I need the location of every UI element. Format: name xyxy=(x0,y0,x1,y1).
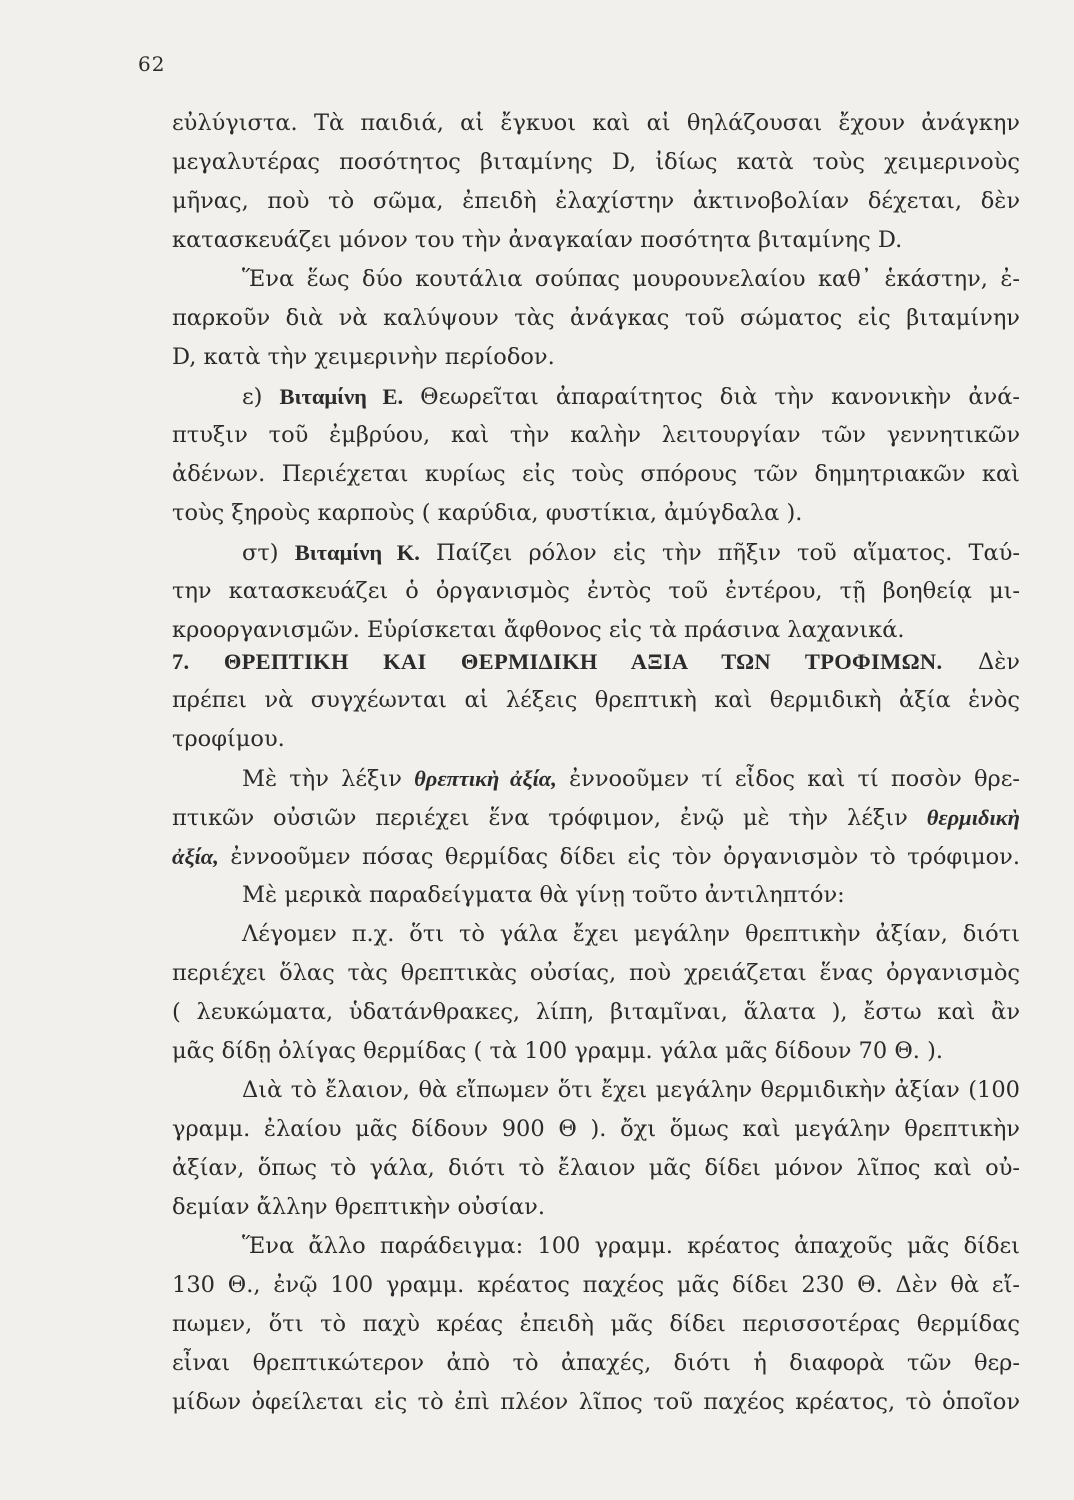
text-line xyxy=(172,1305,1020,1344)
line-text: Μὲ τὴν λέξιν xyxy=(242,766,415,792)
line-text: 130 Θ., ἐνῷ 100 γραμμ. κρέατος παχέος μᾶς δίδει 230 Θ. Δὲν θὰ εἴ- xyxy=(172,1272,1020,1298)
line-text: μίδων ὀφείλεται εἰς τὸ ἐπὶ πλέον λῖπος τοῦ παχέος κρέατος, τὸ ὁποῖον xyxy=(172,1389,1020,1415)
line-text: Ἕνα ἄλλο παράδειγμα: 100 γραμμ. κρέατος ἀπαχοῦς μᾶς δίδει xyxy=(242,1233,1020,1259)
text-line xyxy=(172,533,1020,572)
line-text: την κατασκευάζει ὁ ὀργανισμὸς ἐντὸς τοῦ ἐντέρου, τῇ βοηθείᾳ μι- xyxy=(172,578,1020,604)
text-line xyxy=(172,720,1020,759)
line-text-rest: Δὲν xyxy=(942,649,1020,675)
text-line xyxy=(172,954,1020,993)
text-block-nutritional-value xyxy=(172,642,1020,1422)
text-line xyxy=(172,494,1020,533)
line-text: παρκοῦν διὰ νὰ καλύψουν τὰς ἀνάγκας τοῦ σώματος εἰς βιταμίνην xyxy=(172,305,1020,331)
line-text: γραμμ. ἐλαίου μᾶς δίδουν 900 Θ ). ὄχι ὅμως καὶ μεγάλην θρεπτικὴν xyxy=(172,1116,1020,1142)
text-line xyxy=(172,143,1020,182)
text-line xyxy=(172,1188,1020,1227)
line-text: περιέχει ὅλας τὰς θρεπτικὰς οὐσίας, ποὺ χρειάζεται ἕνας ὀργανισμὸς xyxy=(172,960,1020,986)
text-line xyxy=(172,915,1020,954)
line-text: μεγαλυτέρας ποσότητος βιταμίνης D, ἰδίως κατὰ τοὺς χειμερινοὺς xyxy=(172,149,1020,175)
line-text: εὐλύγιστα. Τὰ παιδιά, αἱ ἔγκυοι καὶ αἱ θηλάζουσαι ἔχουν ἀνάγκην xyxy=(172,110,1020,136)
line-text: μᾶς δίδῃ ὀλίγας θερμίδας ( τὰ 100 γραμμ. γάλα μᾶς δίδουν 70 Θ. ). xyxy=(172,1038,943,1064)
line-text-rest: ἐννοοῦμεν τί εἶδος καὶ τί ποσὸν θρε- xyxy=(556,766,1020,792)
line-text-rest: Παίζει ρόλον εἰς τὴν πῆξιν τοῦ αἵματος. Ταύ- xyxy=(419,540,1020,566)
line-text: εἶναι θρεπτικώτερον ἀπὸ τὸ ἀπαχές, διότι ἡ διαφορὰ τῶν θερ- xyxy=(172,1350,1020,1376)
line-text: κατασκευάζει μόνον του τὴν ἀναγκαίαν ποσότητα βιταμίνης D. xyxy=(172,227,903,253)
text-line xyxy=(172,759,1020,798)
text-line xyxy=(172,1383,1020,1422)
line-text: Ἕνα ἕως δύο κουτάλια σούπας μουρουνελαίου καθ᾿ ἑκάστην, ἐ- xyxy=(242,266,1020,292)
text-line xyxy=(172,642,1020,681)
text-line xyxy=(172,1149,1020,1188)
text-line xyxy=(172,837,1020,876)
text-line xyxy=(172,1227,1020,1266)
text-line xyxy=(172,1344,1020,1383)
line-text: ἀδένων. Περιέχεται κυρίως εἰς τοὺς σπόρους τῶν δημητριακῶν καὶ xyxy=(172,461,1020,487)
emphasized-term: ἀξία, xyxy=(172,844,219,869)
line-text: τοὺς ξηροὺς καρποὺς ( καρύδια, φυστίκια, ἀμύγδαλα ). xyxy=(172,500,803,526)
text-line xyxy=(172,798,1020,837)
text-line xyxy=(172,876,1020,915)
line-text: πρέπει νὰ συγχέωνται αἱ λέξεις θρεπτικὴ καὶ θερμιδικὴ ἀξία ἑνὸς xyxy=(172,687,1020,713)
emphasized-term: θρεπτικὴ ἀξία, xyxy=(414,766,557,791)
text-line xyxy=(172,299,1020,338)
text-line xyxy=(172,260,1020,299)
line-text: κροοργανισμῶν. Εὑρίσκεται ἄφθονος εἰς τὰ πράσινα λαχανικά. xyxy=(172,617,905,643)
line-text: πτικῶν οὐσιῶν περιέχει ἕνα τρόφιμον, ἐνῷ μὲ τὴν λέξιν xyxy=(172,805,927,831)
line-text: Λέγομεν π.χ. ὅτι τὸ γάλα ἔχει μεγάλην θρεπτικὴν ἀξίαν, διότι xyxy=(242,921,1020,947)
line-text: μῆνας, ποὺ τὸ σῶμα, ἐπειδὴ ἐλαχίστην ἀκτινοβολίαν δέχεται, δὲν xyxy=(172,188,1020,214)
vitamin-label: Βιταμίνη Ε. xyxy=(279,384,404,409)
line-text: πωμεν, ὅτι τὸ παχὺ κρέας ἐπειδὴ μᾶς δίδει περισσοτέρας θερμίδας xyxy=(172,1311,1020,1337)
text-line xyxy=(172,182,1020,221)
text-line xyxy=(172,1071,1020,1110)
text-line xyxy=(172,1266,1020,1305)
text-line xyxy=(172,104,1020,143)
page-number: 62 xyxy=(138,52,166,76)
line-text: ἀξίαν, ὅπως τὸ γάλα, διότι τὸ ἔλαιον μᾶς δίδει μόνον λῖπος καὶ οὐ- xyxy=(172,1155,1020,1181)
section-heading: 7. ΘΡΕΠΤΙΚΗ ΚΑΙ ΘΕΡΜΙΔΙΚΗ ΑΞΙΑ ΤΩΝ ΤΡΟΦΙΜΩΝ. xyxy=(172,649,943,674)
text-line xyxy=(172,377,1020,416)
line-text: D, κατὰ τὴν χειμερινὴν περίοδον. xyxy=(172,344,555,370)
line-text: στ) xyxy=(242,540,295,566)
text-line xyxy=(172,681,1020,720)
text-line xyxy=(172,338,1020,377)
emphasized-term: θερμιδικὴ xyxy=(926,805,1020,830)
text-block-vitamins xyxy=(172,104,1020,650)
text-line xyxy=(172,416,1020,455)
line-text: πτυξιν τοῦ ἐμβρύου, καὶ τὴν καλὴν λειτουργίαν τῶν γεννητικῶν xyxy=(172,422,1020,448)
line-text-rest: ἐννοοῦμεν πόσας θερμίδας δίδει εἰς τὸν ὀργανισμὸν τὸ τρόφιμον. xyxy=(218,844,1020,870)
text-line xyxy=(172,993,1020,1032)
line-text: δεμίαν ἄλλην θρεπτικὴν οὐσίαν. xyxy=(172,1194,545,1220)
text-line xyxy=(172,221,1020,260)
text-line xyxy=(172,1110,1020,1149)
line-text: ( λευκώματα, ὑδατάνθρακες, λίπη, βιταμῖναι, ἅλατα ), ἔστω καὶ ἂν xyxy=(172,999,1020,1025)
line-text: τροφίμου. xyxy=(172,726,285,752)
text-line xyxy=(172,572,1020,611)
line-text: Διὰ τὸ ἔλαιον, θὰ εἴπωμεν ὅτι ἔχει μεγάλην θερμιδικὴν ἀξίαν (100 xyxy=(242,1077,1020,1103)
line-text-rest: Θεωρεῖται ἀπαραίτητος διὰ τὴν κανονικὴν ἀνά- xyxy=(403,384,1020,410)
text-line xyxy=(172,455,1020,494)
text-line xyxy=(172,1032,1020,1071)
line-text: Μὲ μερικὰ παραδείγματα θὰ γίνῃ τοῦτο ἀντιληπτόν: xyxy=(242,882,845,908)
vitamin-label: Βιταμίνη Κ. xyxy=(294,540,420,565)
line-text: ε) xyxy=(242,384,280,410)
